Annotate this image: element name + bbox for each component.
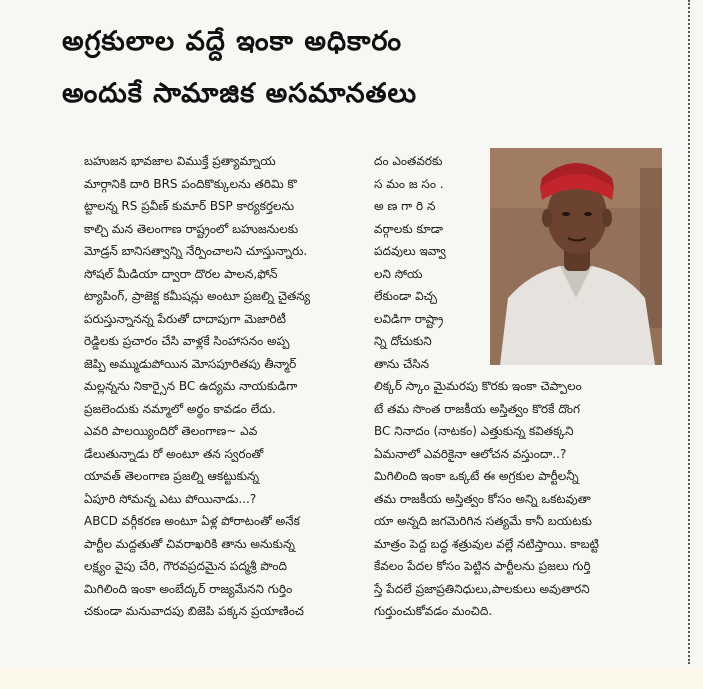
text-line: జెప్పి అమ్ముడుపోయిన మోసపూరితపు తీన్మార్ xyxy=(84,356,297,371)
text-line: యావత్ తెలంగాణ ప్రజల్ని ఆకట్టుకున్న xyxy=(84,469,260,483)
text-line: చకుండా మనువాదపు బిజెపి పక్కన ప్రయాణించ xyxy=(84,604,304,618)
text-line: మిగిలింది ఇంకా ఒక్కటే ఈ అగ్రకుల పార్టీలన్నీ xyxy=(374,469,579,483)
text-line: గుర్తుంచుకోవడం మంచిది. xyxy=(374,604,493,618)
text-line: స మం జ సం . xyxy=(374,176,444,191)
text-line: పార్టీల మద్దతుతో చివరాఖరికి తాను అనుకున్న xyxy=(84,536,295,551)
article-column-left xyxy=(84,150,358,623)
text-line: తాను చేసిన xyxy=(374,356,430,371)
text-line: స్తే పేదలే ప్రజాప్రతినిధులు,పాలకులు అవుతారని xyxy=(374,581,590,596)
column-divider xyxy=(688,0,690,664)
text-line: ప్రజలెందుకు నమ్మాలో అర్థం కావడం లేదు. xyxy=(84,401,276,416)
text-line: పరుస్తున్నానన్న పేరుతో దాదాపుగా మెజారిటీ xyxy=(84,311,286,326)
article-column-right xyxy=(374,375,666,623)
portrait-image xyxy=(490,148,662,365)
text-line: అ ణ గా రి న xyxy=(374,199,436,213)
text-line: పదవులు ఇవ్వా xyxy=(374,244,446,258)
text-line: ఏమనాలో ఎవరికైనా ఆలోచన వస్తుందా..? xyxy=(374,446,567,461)
text-line: యా అన్నది జగమెరిగిన సత్యమే కానీ బయటకు xyxy=(374,514,592,528)
text-line: డేలుతున్నాడు రో అంటూ తన స్వరంతో xyxy=(84,446,264,461)
text-line: కాల్చి మన తెలంగాణ రాష్ట్రంలో బహుజనులకు xyxy=(84,221,299,236)
text-line: టే తమ సొంత రాజకీయ అస్తిత్వం కొరకే దొంగ xyxy=(374,401,581,416)
text-line: ABCD వర్గీకరణ అంటూ ఏళ్ల పోరాటంతో అనేక xyxy=(84,514,300,528)
page-bottom-strip xyxy=(0,668,703,689)
article-column-middle xyxy=(374,150,486,375)
text-line: BC నినాదం (నాటకం) ఎత్తుకున్న కవితక్కని xyxy=(374,424,574,438)
text-line: వర్గాలకు కూడా xyxy=(374,221,444,236)
text-line: ఏపూరి సోమన్న ఎటు పోయినాడు...? xyxy=(84,491,257,506)
text-line: ఎవరి పాలయ్యిందిరో తెలంగాణ~ ఎవ xyxy=(84,424,258,438)
text-line: న్ని దోచుకుని xyxy=(374,334,432,348)
text-line: ట్టాలన్న RS ప్రవీణ్ కుమార్ BSP కార్యకర్తలను xyxy=(84,199,295,213)
author-photo xyxy=(490,148,662,365)
text-line: ట్యాపింగ్, ప్రాజెక్ట కమీషన్లు అంటూ ప్రజల్ని చైతన్య xyxy=(84,289,311,303)
text-line: సోషల్ మీడియా ద్వారా దొరల పాలన,ఫోన్ xyxy=(84,266,278,281)
text-line: రెడ్డిలకు ప్రచారం చేసి వాళ్లకే సింహాసనం అప్ప xyxy=(84,334,290,348)
text-line: లక్ష్యం వైపు చేరి, గౌరవప్రదమైన పద్మశ్రీ పొంది xyxy=(84,559,287,573)
text-line: మిగిలింది ఇంకా అంబేద్కర్ రాజ్యమేనని గుర్తిం xyxy=(84,581,293,596)
text-line: లని సోయ xyxy=(374,266,423,281)
text-line: లవిడిగా రాష్ట్రా xyxy=(374,311,444,326)
text-line: మాత్రం పెద్ద బద్ధ శత్రువుల వల్లే నటిస్తాయి. కాబట్టి xyxy=(374,536,599,551)
headline-line-2: అందుకే సామాజిక అసమానతలు xyxy=(62,78,418,109)
text-line: తమ రాజకీయ అస్తిత్వం కోసం అన్ని ఒకటవుతా xyxy=(374,491,591,506)
text-line: లిక్కర్ స్కాం మైమరపు కొరకు ఇంకా చెప్పాలం xyxy=(374,379,582,393)
text-line: మల్లన్నను నికార్సైన BC ఉద్యమ నాయకుడిగా xyxy=(84,379,298,393)
text-line: బహుజన భావజాల విముక్తే ప్రత్యామ్నాయ xyxy=(84,154,276,168)
text-line: లేకుండా విచ్చ xyxy=(374,289,438,303)
headline-line-1: అగ్రకులాల వద్దే ఇంకా అధికారం xyxy=(62,26,403,57)
text-line: దం ఎంతవరకు xyxy=(374,154,443,168)
text-line: మార్గానికి దారి BRS పందికొక్కులను తరిమి కొ xyxy=(84,176,297,191)
text-line: కేవలం పేదల కోసం పెట్టిన పార్టీలను ప్రజలు గుర్తి xyxy=(374,559,591,573)
text-line: మోడ్రన్ బానిసత్వాన్ని నేర్పించాలని చూస్తున్నారు. xyxy=(84,244,308,258)
